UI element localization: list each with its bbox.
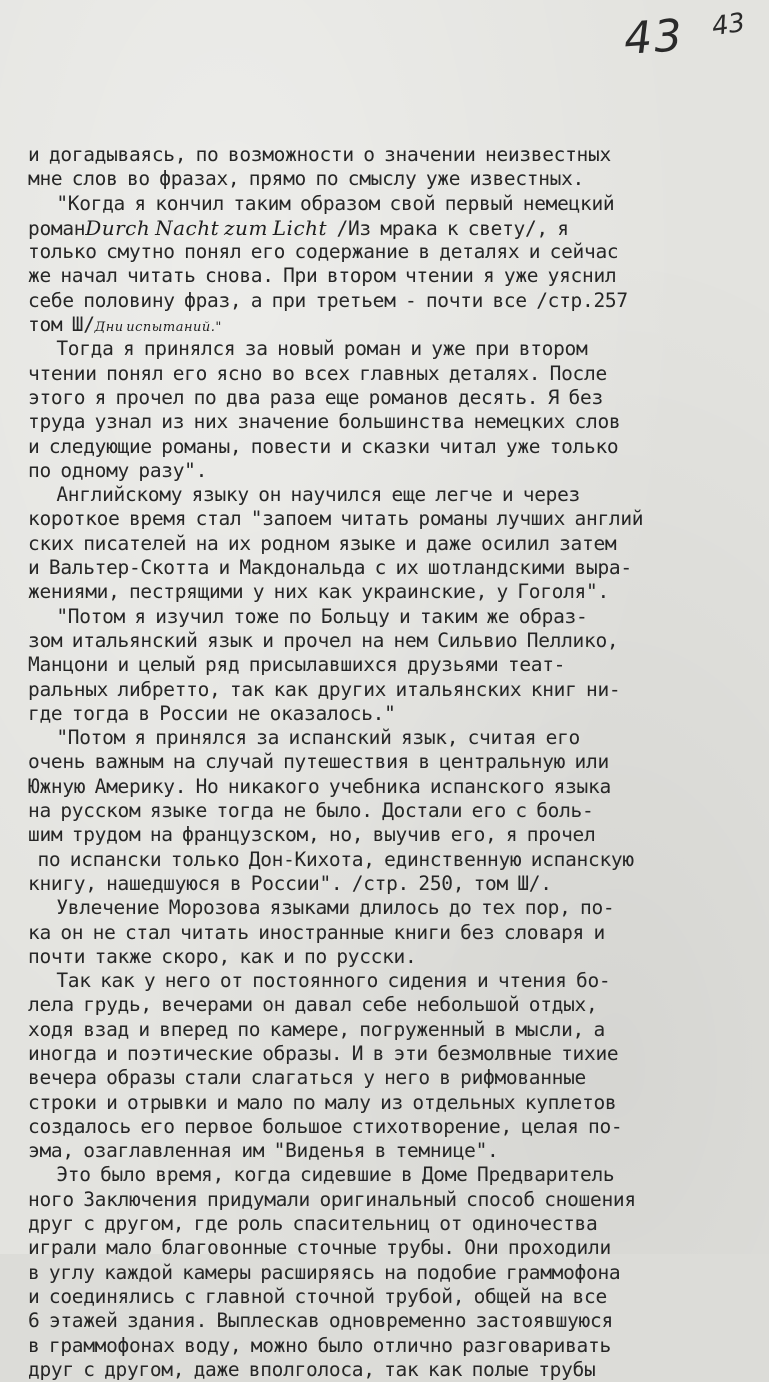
text-line: друг с другом, даже вполголоса, так как полые трубы — [28, 1357, 596, 1381]
text-line: ка он не стал читать иностранные книги без словаря и — [28, 920, 605, 944]
text-line: зом итальянский язык и прочел на нем Сильвио Пеллико, — [28, 628, 619, 652]
text-line: очень важным на случай путешествия в центральную или — [28, 750, 609, 774]
text-fragment: роман — [28, 216, 86, 240]
text-line: шим трудом на французском, но, выучив его, я прочел — [28, 823, 596, 847]
text-line: и Вальтер-Скотта и Макдональда с их шотландскими выра- — [28, 556, 632, 580]
text-line: лела грудь, вечерами он давал себе небольшой отдых, — [28, 993, 598, 1017]
text-line: ного Заключения придумали оригинальный способ сношения — [28, 1187, 636, 1211]
text-line: жениями, пестрящими у них как украинские, у Гоголя". — [28, 580, 609, 604]
text-line: иногда и поэтические образы. И в эти безмолвные тихие — [28, 1041, 619, 1065]
page-number: 43 — [622, 9, 686, 66]
text-line: этого я прочел по два раза еще романов десять. Я без — [28, 385, 603, 409]
text-line: строки и отрывки и мало по малу из отдельных куплетов — [28, 1090, 617, 1114]
text-line: ходя взад и вперед по камере, погруженный в мысли, а — [28, 1017, 605, 1041]
text-line: Это было время, когда сидевшие в Доме Предваритель — [28, 1163, 615, 1187]
text-line: в углу каждой камеры расширяясь на подобие граммофона — [28, 1260, 621, 1284]
text-line: и догадываясь, по возможности о значении неизвестных — [28, 143, 611, 166]
text-line: "Потом я принялся за испанский язык, считая его — [28, 726, 581, 750]
text-line: же начал читать снова. При втором чтении я уже уяснил — [28, 264, 617, 288]
text-line: "Потом я изучил тоже по Больцу и таким же образ- — [28, 604, 588, 628]
text-line: 6 этажей здания. Выплескав одновременно застоявшуюся — [28, 1309, 613, 1333]
text-line: чтении понял его ясно во всех главных деталях. После — [28, 361, 607, 385]
text-line: "Когда я кончил таким образом свой первый немецкий — [28, 191, 615, 215]
text-line: где тогда в России не оказалось." — [28, 701, 396, 725]
text-fragment: /Из мрака к свету/, я — [327, 216, 569, 240]
text-line: почти также скоро, как и по русски. — [28, 944, 417, 968]
page-number-secondary: 43 — [710, 7, 748, 43]
text-line-with-note — [28, 313, 763, 337]
text-line: Тогда я принялся за новый роман и уже при втором — [28, 337, 588, 361]
text-line: себе половину фраз, а при третьем - почти все /стр.257 — [28, 288, 628, 312]
text-line: играли мало благовонные сточные трубы. Они проходили — [28, 1236, 611, 1260]
text-line: Английскому языку он научился еще легче и через — [28, 483, 581, 507]
text-line: вечера образы стали слагаться у него в рифмованные — [28, 1066, 587, 1090]
text-line: короткое время стал "запоем читать романы лучших англий — [28, 507, 644, 531]
text-line: труда узнал из них значение большинства немецких слов — [28, 410, 621, 434]
text-line: книгу, нашедшуюся в России". /стр. 250, том Ш/. — [28, 871, 552, 895]
text-line: по испански только Дон-Кихота, единственную испанскую — [28, 847, 634, 871]
text-line: друг с другом, где роль спасительниц от одиночества — [28, 1212, 598, 1236]
text-line-with-title — [28, 216, 763, 240]
text-line: на русском языке тогда не было. Достали его с боль- — [28, 799, 594, 823]
text-line: Так как у него от постоянного сидения и чтения бо- — [28, 969, 611, 993]
text-line: и следующие романы, повести и сказки читал уже только — [28, 434, 619, 458]
text-line: Южную Америку. Но никакого учебника испанского языка — [28, 774, 611, 798]
text-line: Увлечение Морозова языками длилось до тех пор, по- — [28, 896, 615, 920]
text-line: ских писателей на их родном языке и даже осилил затем — [28, 531, 617, 555]
text-line: и соединялись с главной сточной трубой, общей на все — [28, 1284, 607, 1308]
text-line: в граммофонах воду, можно было отлично разговаривать — [28, 1333, 611, 1357]
text-fragment: том Ш/ — [28, 313, 95, 337]
text-line: Манцони и целый ряд присылавшихся друзьями теат- — [28, 653, 566, 677]
handwritten-novel-title: Durch Nacht zum Licht — [85, 215, 328, 240]
text-line: мне слов во фразах, прямо по смыслу уже известных. — [28, 167, 585, 191]
text-line: создалось его первое большое стихотворение, целая по- — [28, 1114, 623, 1138]
text-line: только смутно понял его содержание в деталях и сейчас — [28, 240, 619, 264]
text-line: эма, озаглавленная им "Виденья в темнице". — [28, 1139, 499, 1163]
text-line: по одному разу". — [28, 458, 208, 482]
text-line: ральных либретто, так как других итальянских книг ни- — [28, 677, 621, 701]
typewritten-body — [28, 143, 763, 1382]
handwritten-volume-note: Дни испытаний." — [94, 320, 222, 336]
